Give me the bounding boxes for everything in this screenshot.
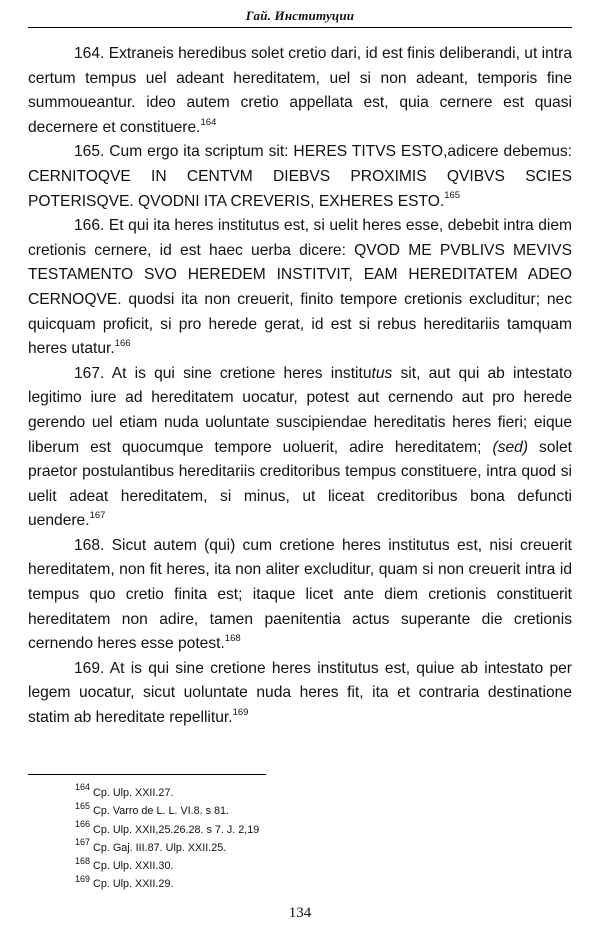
footnote-ref: 164 [200, 116, 217, 128]
paragraph-text: Cum ergo ita scriptum sit: HERES TITVS ESTO,adicere debemus: CERNITOQVE IN CENTVM DIEBVS PROXIMIS QVIBVS SCIES POTERISQVE. QVODNI ITA CREVERIS, EXHERES ESTO. [28, 143, 572, 210]
paragraph-165 [28, 140, 572, 214]
footnote-text: Cp. Ulp. XXII.30. [93, 860, 174, 873]
footnote-166 [75, 821, 259, 839]
paragraph-text: solet praetor postulantibus hereditariis creditoribus tempus constituere, intra quod si uelit adeat hereditatem, si minus, ut liceat creditoribus bona defuncti uendere. [28, 438, 572, 530]
footnote-number: 169 [75, 873, 91, 884]
footnote-text: Cp. Gaj. III.87. Ulp. XXII.25. [93, 841, 227, 854]
footnote-ref: 166 [114, 337, 131, 349]
running-header: Гай. Институции [245, 8, 355, 23]
paragraph-number: 168. [74, 536, 105, 554]
paragraph-number: 167. [74, 364, 105, 382]
paragraph-167 [28, 362, 572, 534]
footnote-number: 168 [75, 855, 91, 866]
paragraph-text: At is qui sine cretione heres institutus est, quiue ab intestato per legem uocatur, sicut uoluntate nuda heres fit, ita et contraria destinatione statim ab hereditate repellitur. [28, 659, 572, 727]
paragraph-number: 166. [74, 217, 105, 235]
header-rule [28, 27, 572, 28]
footnote-text: Cp. Ulp. XXII,25.26.28. s 7. J. 2,19 [93, 823, 260, 836]
italic-fragment: (sed) [492, 438, 529, 456]
paragraph-text: Et qui ita heres institutus est, si uelit heres esse, debebit intra diem cretionis cernere, id est haec uerba dicere: QVOD ME PVBLIVS MEVIVS TESTAMENTO SVO HEREDEM INSTITVIT, EAM HEREDITATEM ADEO CERNOQVE. quodsi ita non creuerit, finito tempore cretionis excluditur; nec quicquam proficit, si pro herede gerat, id est si rebus hereditariis tamquam heres utatur. [28, 217, 572, 358]
footnotes [75, 784, 259, 894]
paragraph-168 [28, 534, 572, 657]
footnote-number: 167 [75, 837, 91, 848]
footnote-ref: 167 [89, 510, 106, 522]
footnote-text: Cp. Ulp. XXII.29. [93, 878, 174, 891]
footnote-ref: 165 [444, 190, 461, 202]
paragraph-number: 169. [74, 659, 105, 677]
footnote-number: 165 [75, 800, 91, 811]
footnote-ref: 169 [232, 706, 249, 718]
paragraph-number: 164. [74, 45, 105, 62]
footnote-164 [75, 784, 259, 802]
footnote-number: 164 [75, 782, 91, 793]
paragraph-text: Sicut autem (qui) cum cretione heres institutus est, nisi creuerit hereditatem, non fit heres, ita non aliter excluditur, quam si non creuerit intra id tempus quo cretio finita est; itaque licet ante diem cretionis constituerit hereditatem non adire, tamen paenitentia actus superante die cretionis cernendo heres esse potest. [28, 536, 572, 653]
footnote-text: Cp. Varro de L. L. VI.8. s 81. [93, 805, 230, 818]
footnote-167 [75, 839, 259, 857]
footnote-169 [75, 875, 259, 893]
footnote-separator [28, 774, 266, 775]
paragraph-text: At is qui sine cretione heres institu [104, 364, 372, 382]
footnote-168 [75, 857, 259, 875]
main-text [28, 42, 572, 731]
paragraph-166 [28, 214, 572, 362]
footnote-number: 166 [75, 819, 91, 829]
paragraph-number: 165. [74, 143, 105, 161]
page-number: 134 [288, 905, 312, 921]
footnote-ref: 168 [224, 633, 241, 645]
footnote-text: Cp. Ulp. XXII.27. [93, 787, 174, 799]
paragraph-164 [28, 42, 572, 140]
paragraph-text: Extraneis heredibus solet cretio dari, id est finis deliberandi, ut intra certum tempus uel adeant hereditatem, uel si non adeant, temporis fine summoueantur. ideo autem cretio appellata est, quia cernere est quasi decernere et constituere. [28, 45, 572, 136]
paragraph-text: sit, aut qui ab intestato legitimo iure ad hereditatem uocatur, potest aut cernendo aut pro herede gerendo uel etiam nuda uoluntate suscipiendae hereditatis heres fieri; eique liberum est quocumque tempore uoluerit, adire hereditatem; [28, 364, 572, 456]
footnote-165 [75, 802, 259, 820]
italic-fragment: tus [371, 364, 393, 382]
paragraph-169 [28, 657, 572, 731]
